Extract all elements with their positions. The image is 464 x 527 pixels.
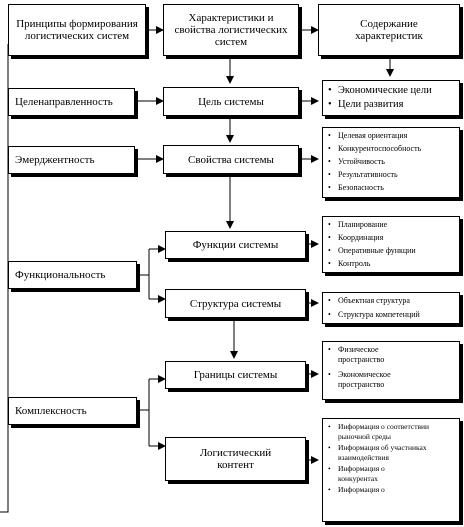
principle-functionality-text: Функциональность [15, 269, 106, 281]
principle-complexity-text: Комплексность [15, 405, 87, 417]
details-functions-item: • Оперативные функции [338, 246, 416, 256]
functionality-fork-line [137, 249, 149, 299]
details-functions-item: • Контроль [338, 259, 416, 269]
content-header-text: Содержание характеристик [355, 18, 423, 42]
node-structure [165, 289, 306, 318]
details-structure [322, 292, 460, 324]
principle-purposefulness [8, 88, 135, 116]
details-properties-item: • Устойчивость [338, 157, 421, 167]
details-boundaries-item: • Экономическое пространство [338, 370, 456, 390]
details-structure-item: • Структура компетенций [338, 310, 420, 320]
principles-header-text: Принципы формирования логистических систем [16, 18, 138, 42]
node-logistic-content-text: Логистический контент [199, 447, 272, 471]
details-properties-item: • Безопасность [338, 183, 421, 193]
node-structure-text: Структура системы [189, 297, 282, 310]
characteristics-header-text: Характеристики и свойства логистических систем [174, 12, 288, 48]
details-goal-item: • Цели развития [338, 98, 432, 112]
details-content-item: • Информация о [338, 485, 456, 495]
left-bracket-line [0, 44, 8, 512]
principle-emergence [8, 146, 135, 174]
details-logistic-content [322, 418, 460, 522]
details-functions-item: • Координация [338, 233, 416, 243]
principle-complexity [8, 397, 137, 425]
details-properties-item: • Результативность [338, 170, 421, 180]
principles-header-box [8, 4, 146, 56]
details-functions-item: • Планирование [338, 220, 416, 230]
details-content-item: • Информация о конкурентах [338, 464, 456, 483]
details-properties-item: • Конкурентоспособность [338, 144, 421, 154]
node-properties [163, 145, 299, 174]
node-functions-text: Функции системы [192, 239, 279, 251]
complexity-fork-line [137, 379, 149, 446]
details-goal-item: • Экономические цели [338, 84, 432, 98]
node-logistic-content [165, 437, 306, 481]
details-boundaries-item: • Физическое пространство [338, 345, 456, 365]
node-goal [163, 87, 299, 116]
principle-functionality [8, 261, 137, 289]
details-properties [322, 127, 460, 198]
details-content-item: • Информация об участниках взаимодействия [338, 443, 456, 462]
characteristics-header-box [163, 4, 299, 56]
principle-emergence-text: Эмерджентность [15, 154, 95, 166]
node-functions [165, 231, 306, 259]
node-goal-text: Цель системы [198, 95, 264, 108]
details-boundaries [322, 341, 460, 400]
content-header-box [318, 4, 460, 56]
details-functions [322, 216, 460, 273]
details-content-item: • Информация о соответствии рыночной среды [338, 422, 456, 441]
node-boundaries [165, 361, 306, 389]
details-structure-item: • Объектная структура [338, 296, 420, 306]
details-goal [322, 80, 460, 116]
node-boundaries-text: Границы системы [193, 369, 278, 381]
details-properties-item: • Целевая ориентация [338, 131, 421, 141]
node-properties-text: Свойства системы [188, 153, 274, 166]
principle-purposefulness-text: Целенаправленность [15, 96, 113, 108]
